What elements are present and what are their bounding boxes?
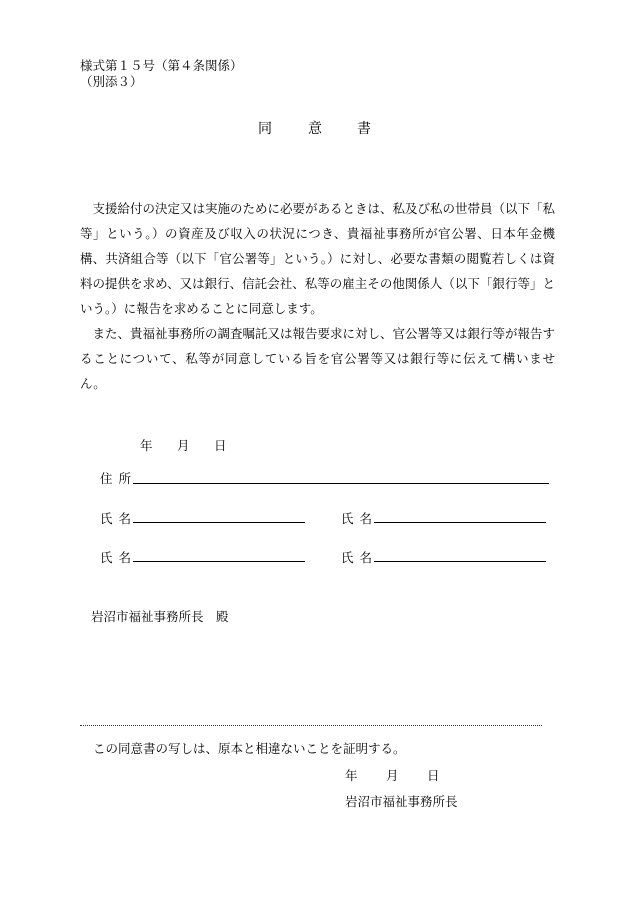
addressee: 岩沼市福祉事務所長 殿 xyxy=(91,609,229,624)
date-day: 日 xyxy=(214,438,227,453)
title-char-1: 同 xyxy=(258,121,272,137)
name-label-3: 氏名 xyxy=(100,550,138,565)
form-number: 様式第１５号（第４条関係） xyxy=(80,58,243,73)
name-line-1[interactable] xyxy=(133,522,305,523)
name-line-3[interactable] xyxy=(133,561,305,562)
certification-text: この同意書の写しは、原本と相違ないことを証明する。 xyxy=(93,741,406,756)
consent-paragraph-2: また、貴福祉事務所の調査嘱託又は報告要求に対し、官公署等又は銀行等が報告することについて、私等が同意している旨を官公署等又は銀行等に伝えて構いません。 xyxy=(80,326,556,391)
date-month: 月 xyxy=(177,438,190,453)
attachment-label: （別添３） xyxy=(80,74,143,89)
address-line[interactable] xyxy=(133,483,549,484)
cert-office: 岩沼市福祉事務所長 xyxy=(345,794,458,809)
title-char-3: 書 xyxy=(357,121,371,137)
consent-body xyxy=(80,196,555,396)
name-line-4[interactable] xyxy=(374,561,546,562)
cert-date-day: 日 xyxy=(427,768,440,783)
date-year: 年 xyxy=(140,438,153,453)
cut-line xyxy=(80,725,542,726)
name-line-2[interactable] xyxy=(374,522,546,523)
name-label-4: 氏名 xyxy=(341,550,379,565)
address-label: 住所 xyxy=(100,471,138,486)
title-char-2: 意 xyxy=(308,121,322,137)
name-label-2: 氏名 xyxy=(341,511,379,526)
cert-date-year: 年 xyxy=(345,768,358,783)
consent-paragraph-1: 支援給付の決定又は実施のために必要があるときは、私及び私の世帯員（以下「私等」という。）の資産及び収入の状況につき、貴福祉事務所が官公署、日本年金機構、共済組合等（以下「官公署等」という。）に対し、必要な書類の閲覧若しくは資料の提供を求め、又は銀行、信託会社、私等の雇主その他関係人（以下「銀行等」という。）に報告を求めることに同意します。 xyxy=(80,201,556,316)
document-title xyxy=(0,118,630,138)
cert-date-month: 月 xyxy=(386,768,399,783)
name-label-1: 氏名 xyxy=(100,511,138,526)
